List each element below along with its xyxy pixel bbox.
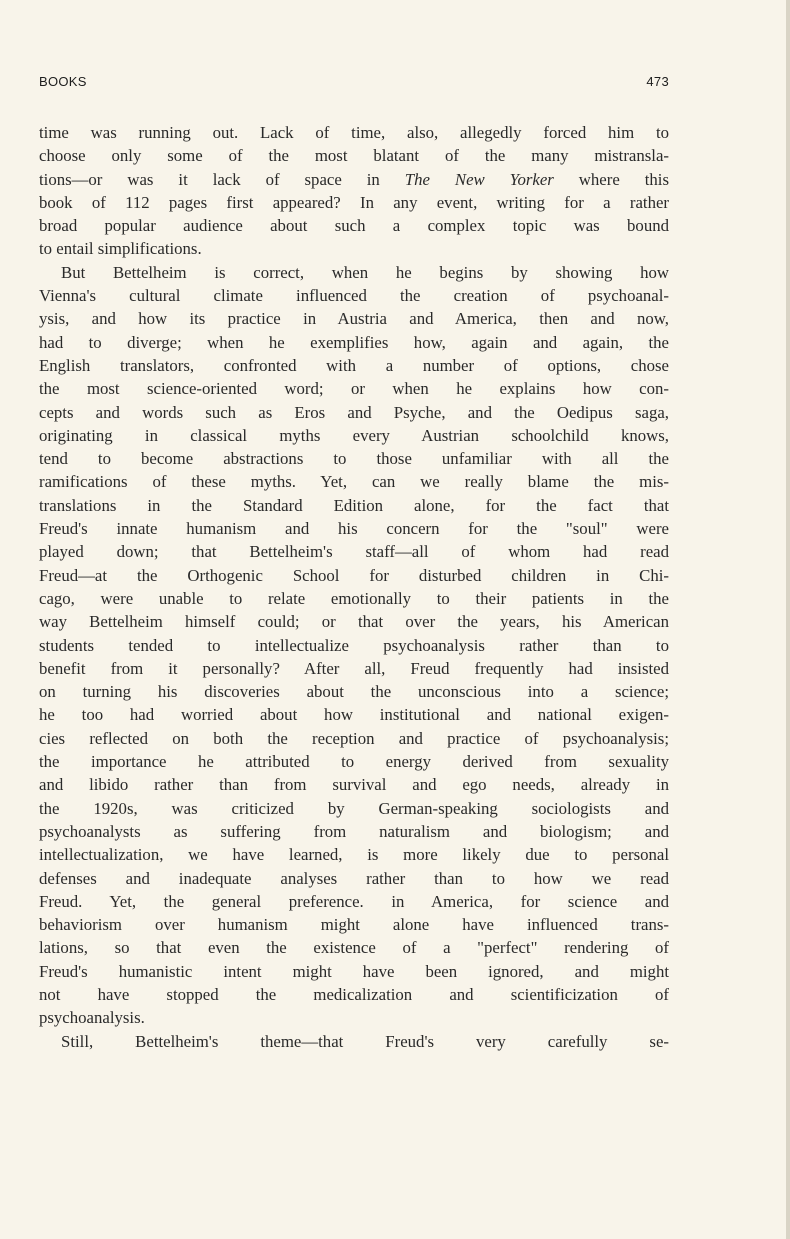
text-line: broad popular audience about such a complex topic was bound (39, 216, 669, 236)
text-line: ramifications of these myths. Yet, can we really blame the mis- (39, 472, 669, 492)
italic-title: The New Yorker (404, 169, 554, 189)
text-line: book of 112 pages first appeared? In any event, writing for a rather (39, 192, 669, 212)
text-line: students tended to intellectualize psychoanalysis rather than to (39, 635, 669, 655)
text-line: Freud's innate humanism and his concern for the "soul" were (39, 519, 669, 539)
text-line: Vienna's cultural climate influenced the creation of psychoanal- (39, 286, 669, 306)
text-line: time was running out. Lack of time, also, allegedly forced him to (39, 123, 669, 142)
body-text (39, 121, 669, 1053)
text-line: on turning his discoveries about the unconscious into a science; (39, 682, 669, 702)
text-line: cepts and words such as Eros and Psyche, and the Oedipus saga, (39, 402, 669, 422)
text-segment: tions—or was it lack of space in (39, 169, 405, 189)
text-line: ysis, and how its practice in Austria and America, then and now, (39, 309, 669, 329)
text-line: translations in the Standard Edition alone, for the fact that (39, 495, 669, 515)
text-line: Freud. Yet, the general preference. in America, for science and (39, 891, 669, 911)
text-segment: where this (553, 169, 669, 189)
text-line: cago, were unable to relate emotionally to their patients in the (39, 588, 669, 608)
text-line: lations, so that even the existence of a "perfect" rendering of (39, 938, 669, 958)
text-line: defenses and inadequate analyses rather than to how we read (39, 868, 669, 888)
paragraph-start: Still, Bettelheim's theme—that Freud's very carefully se- (61, 1031, 669, 1051)
text-line: he too had worried about how institutional and national exigen- (39, 705, 669, 725)
running-head (39, 74, 669, 94)
text-line-with-italic (39, 168, 669, 191)
text-line: way Bettelheim himself could; or that over the years, his American (39, 612, 669, 632)
section-title: BOOKS (39, 74, 87, 89)
text-line: English translators, confronted with a number of options, chose (39, 355, 669, 375)
text-line: Freud—at the Orthogenic School for disturbed children in Chi- (39, 565, 669, 585)
text-line: originating in classical myths every Austrian schoolchild knows, (39, 425, 669, 445)
text-line: the importance he attributed to energy derived from sexuality (39, 752, 669, 772)
text-line: intellectualization, we have learned, is more likely due to personal (39, 845, 669, 865)
paragraph-start: But Bettelheim is correct, when he begins by showing how (61, 262, 669, 282)
text-line: had to diverge; when he exemplifies how, again and again, the (39, 332, 669, 352)
page-number: 473 (646, 74, 669, 89)
text-line: benefit from it personally? After all, Freud frequently had insisted (39, 658, 669, 678)
text-line: the most science-oriented word; or when he explains how con- (39, 379, 669, 399)
text-line: to entail simplifications. (39, 239, 202, 259)
text-line: psychoanalysts as suffering from naturalism and biologism; and (39, 821, 669, 841)
text-line: tend to become abstractions to those unfamiliar with all the (39, 449, 669, 469)
text-line: psychoanalysis. (39, 1008, 145, 1028)
text-line: Freud's humanistic intent might have been ignored, and might (39, 961, 669, 981)
text-line: cies reflected on both the reception and practice of psychoanalysis; (39, 728, 669, 748)
text-line: choose only some of the most blatant of the many mistransla- (39, 146, 669, 166)
text-line: the 1920s, was criticized by German-speaking sociologists and (39, 798, 669, 818)
text-line: played down; that Bettelheim's staff—all of whom had read (39, 542, 669, 562)
page-edge (786, 0, 790, 1239)
text-line: and libido rather than from survival and ego needs, already in (39, 775, 669, 795)
text-line: behaviorism over humanism might alone have influenced trans- (39, 915, 669, 935)
text-line: not have stopped the medicalization and scientificization of (39, 984, 669, 1004)
